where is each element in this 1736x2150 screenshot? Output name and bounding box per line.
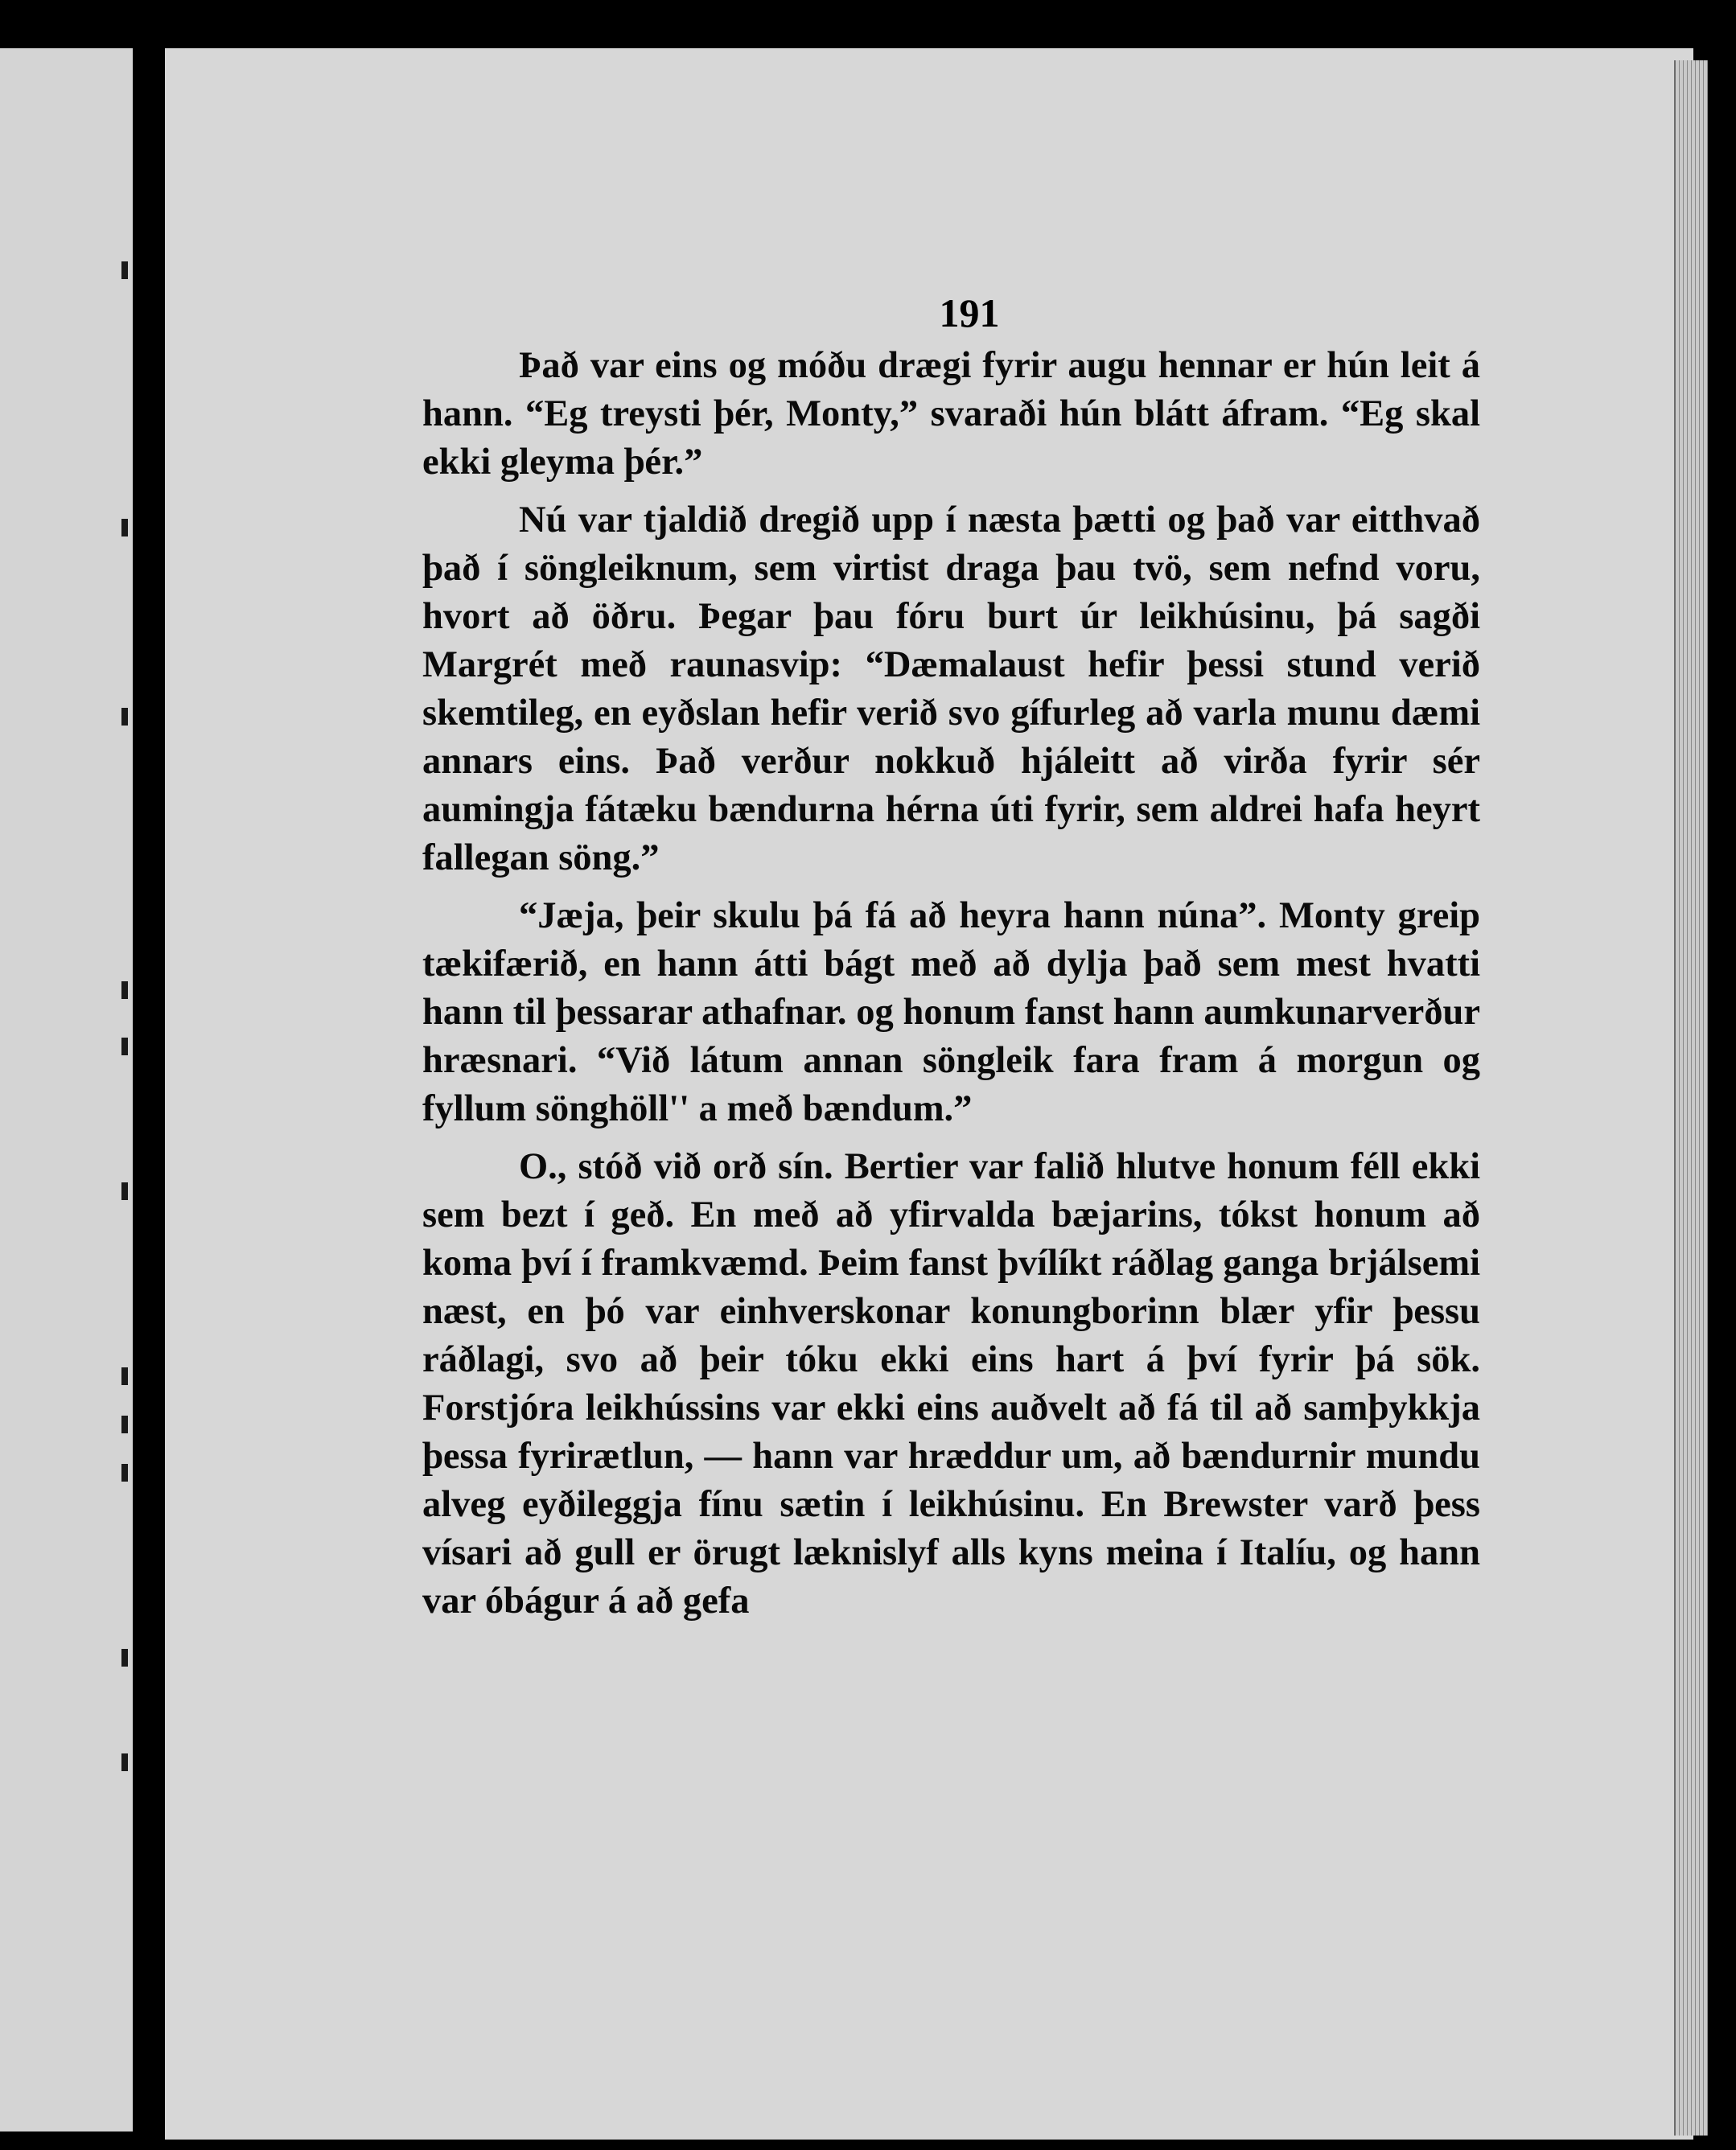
- page-text: [422, 342, 1480, 1635]
- edge-mark: [121, 981, 128, 999]
- edge-mark: [121, 519, 128, 536]
- edge-mark: [121, 1038, 128, 1055]
- paragraph: “Jæja, þeir skulu þá fá að heyra hann núna”. Monty greip tækifærið, en hann átti bágt með að dylja það sem mest hvatti hann til þessarar athafnar. og honum fanst hann aumkunarverður hræsnari. “Við látum annan söngleik fara fram á morgun og fyllum sönghöll'' a með bændum.”: [422, 895, 1480, 1129]
- paragraph: O., stóð við orð sín. Bertier var falið hlutve honum féll ekki sem bezt í geð. En með að yfirvalda bæjarins, tókst honum að koma því í framkvæmd. Þeim fanst þvílíkt ráðlag ganga brjálsemi næst, en þó var einhverskonar konungborinn blær yfir þessu ráðlagi, svo að þeir tóku ekki eins hart á því fyrir þá sök. Forstjóra leikhússins var ekki eins auðvelt að fá til að samþykkja þessa fyrirætlun, — hann var hræddur um, að bændurnir mundu alveg eyðileggja fínu sætin í leikhúsinu. En Brewster varð þess vísari að gull er örugt læknislyf alls kyns meina í Italíu, og hann var óbágur á að gefa: [422, 1146, 1480, 1622]
- edge-mark: [121, 1416, 128, 1433]
- edge-mark: [121, 1649, 128, 1667]
- edge-mark: [121, 1182, 128, 1200]
- paragraph: Það var eins og móðu drægi fyrir augu hennar er hún leit á hann. “Eg treysti þér, Monty,” svaraði hún blátt áfram. “Eg skal ekki gleyma þér.”: [422, 345, 1480, 483]
- facing-page-edge: [0, 48, 133, 2132]
- page-number: 191: [939, 290, 1000, 335]
- edge-mark: [121, 1464, 128, 1482]
- page-stack-edges: [1674, 60, 1708, 2136]
- book-page: [165, 48, 1693, 2140]
- paragraph: Nú var tjaldið dregið upp í næsta þætti og það var eitthvað það í söngleiknum, sem virtist draga þau tvö, sem nefnd voru, hvort að öðru. Þegar þau fóru burt úr leikhúsinu, þá sagði Margrét með raunasvip: “Dæmalaust hefir þessi stund verið skemtileg, en eyðslan hefir verið svo gífurleg að varla munu dæmi annars eins. Það verður nokkuð hjáleitt að virða fyrir sér aumingja fátæku bændurna hérna úti fyrir, sem aldrei hafa heyrt fallegan söng.”: [422, 499, 1480, 878]
- edge-mark: [121, 1367, 128, 1385]
- edge-mark: [121, 708, 128, 726]
- edge-mark: [121, 1753, 128, 1771]
- edge-mark: [121, 261, 128, 279]
